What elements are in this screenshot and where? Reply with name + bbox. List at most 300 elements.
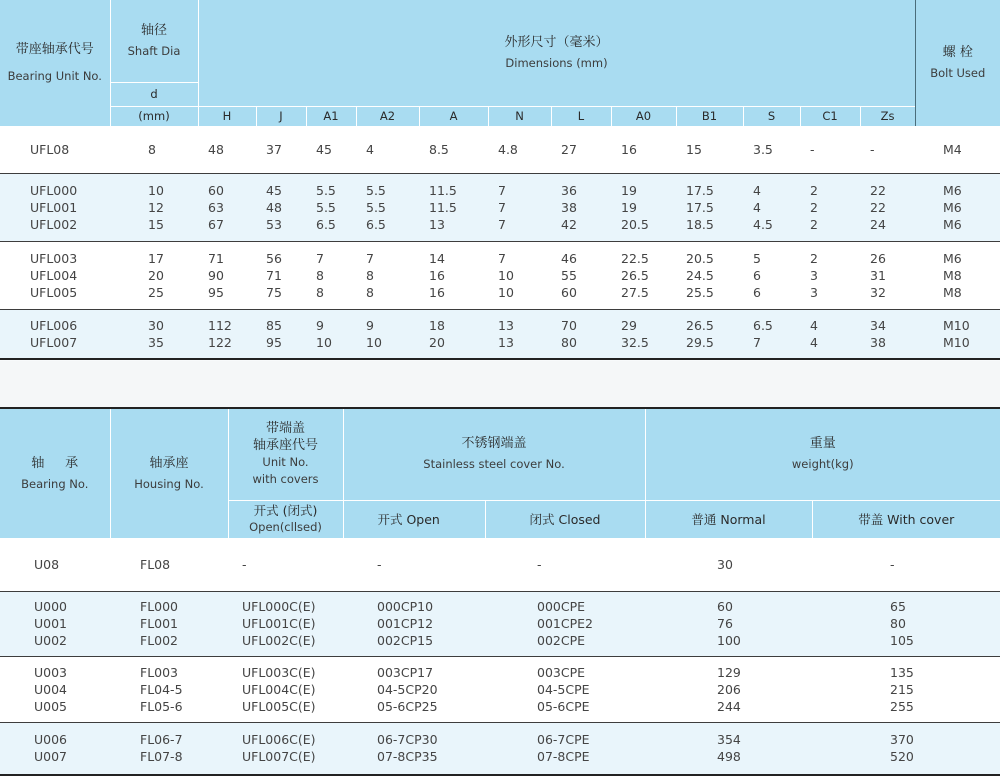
t2-value: UFL007C(E) [242, 749, 316, 765]
t1-value: 19 [621, 182, 637, 198]
t1-value: M10 [943, 334, 970, 350]
t2-value: 003CP17 [377, 664, 434, 680]
t1-cell-bolt [915, 309, 1000, 359]
t1-value: 45 [266, 182, 282, 198]
t1-value: 3 [810, 284, 818, 300]
t1-cell-b1 [676, 241, 743, 309]
weight-header [645, 408, 1000, 500]
t1-cell-bolt [915, 241, 1000, 309]
weight-header-cn: 重量 [809, 436, 836, 452]
open-closed-header-en: Open(cllsed) [249, 520, 322, 535]
t1-value: 8 [148, 141, 156, 157]
t1-value: 5.5 [366, 199, 386, 215]
t1-value: 18 [429, 317, 445, 333]
housing-no-header [110, 408, 228, 538]
t1-value: 18.5 [686, 216, 714, 232]
t2-cell-open [343, 722, 485, 775]
t2-cell-housing [110, 722, 228, 775]
t2-cell-with-cover [812, 656, 1000, 722]
t2-value: FL001 [140, 616, 179, 631]
t2-cell-with-cover [812, 591, 1000, 656]
t1-cell-a2 [356, 241, 419, 309]
t2-value: FL06-7 [140, 732, 183, 748]
t1-cell-a0 [611, 241, 676, 309]
t1-value: 5 [753, 250, 761, 266]
bearing-no-header-cn: 轴 承 [31, 455, 79, 471]
t1-value: 4 [366, 141, 374, 157]
t1-cell-a0 [611, 309, 676, 359]
t1-value: 37 [266, 141, 282, 157]
t1-value: 24 [870, 216, 886, 232]
covers-weight-table [0, 407, 1000, 776]
t1-cell-a [419, 126, 488, 173]
t2-cell-housing [110, 538, 228, 591]
t1-cell-l [551, 241, 611, 309]
with-cover-col-header: 带盖 With cover [812, 500, 1000, 538]
t1-cell-units [0, 241, 110, 309]
t1-value: 11.5 [429, 182, 457, 198]
t1-value: 16 [429, 267, 445, 283]
t1-cell-s [743, 309, 800, 359]
t2-value: 354 [717, 732, 741, 748]
t1-value: 38 [870, 334, 886, 350]
bearing-no-header [0, 408, 110, 538]
t1-value: 9 [316, 317, 324, 333]
stainless-header-en: Stainless steel cover No. [423, 457, 565, 472]
t1-value: M8 [943, 284, 962, 300]
open-closed-header [228, 500, 343, 538]
col-header-a0: A0 [611, 106, 676, 126]
bearing-unit-header-en: Bearing Unit No. [7, 69, 102, 83]
t1-value: 25 [148, 284, 164, 300]
t1-value: 46 [561, 250, 577, 266]
open-closed-header-cn: 开式 (闭式) [253, 503, 318, 519]
stainless-header-cn: 不锈钢端盖 [461, 436, 527, 452]
t1-cell-n [488, 126, 551, 173]
unit-no-header-en1: Unit No. [262, 455, 309, 470]
t1-value: 2 [810, 216, 818, 232]
unit-no-header-en2: with covers [252, 472, 319, 487]
t1-cell-s [743, 126, 800, 173]
t1-value: 20.5 [621, 216, 649, 232]
t1-value: 71 [266, 267, 282, 283]
t1-value: 30 [148, 317, 164, 333]
t2-value: U08 [34, 556, 60, 572]
t1-value: 20 [429, 334, 445, 350]
unit-no-header [228, 408, 343, 500]
t2-cell-with-cover [812, 538, 1000, 591]
t1-value: 3.5 [753, 141, 773, 157]
t1-cell-n [488, 173, 551, 241]
t1-value: 13 [498, 334, 514, 350]
t1-value: 4 [810, 334, 818, 350]
t1-value: 27.5 [621, 284, 649, 300]
weight-header-en: weight(kg) [791, 457, 854, 472]
t2-value: U004 [34, 681, 68, 697]
t1-value: 6.5 [316, 216, 336, 232]
col-header-s: S [743, 106, 800, 126]
t2-value: U003 [34, 664, 68, 680]
housing-no-header-cn: 轴承座 [149, 455, 189, 471]
t1-value: 6 [753, 267, 761, 283]
t1-value: 7 [753, 334, 761, 350]
t1-cell-s [743, 173, 800, 241]
t1-value: 42 [561, 216, 577, 232]
t1-value: 10 [148, 182, 164, 198]
t2-value: UFL006C(E) [242, 732, 316, 748]
t1-cell-l [551, 173, 611, 241]
t1-group [0, 241, 1000, 309]
t1-cell-units [0, 126, 110, 173]
t1-value: 53 [266, 216, 282, 232]
t1-value: 75 [266, 284, 282, 300]
t1-value: 5.5 [316, 199, 336, 215]
t2-cell-unit [228, 538, 343, 591]
t1-cell-a2 [356, 126, 419, 173]
t2-value: 05-6CPE [537, 698, 590, 714]
t2-cell-bearing [0, 656, 110, 722]
t2-group [0, 538, 1000, 591]
t2-cell-open [343, 656, 485, 722]
t1-value: 15 [148, 216, 164, 232]
t1-value: 16 [429, 284, 445, 300]
col-header-b1: B1 [676, 106, 743, 126]
t1-value: 17.5 [686, 182, 714, 198]
t2-value: 105 [890, 633, 914, 648]
t1-value: 56 [266, 250, 282, 266]
col-header-j: J [256, 106, 306, 126]
t1-value: 8 [366, 284, 374, 300]
t1-cell-bolt [915, 126, 1000, 173]
t1-value: 122 [208, 334, 232, 350]
t1-value: 48 [266, 199, 282, 215]
t2-cell-with-cover [812, 722, 1000, 775]
t1-cell-a0 [611, 173, 676, 241]
bearing-unit-header [0, 0, 110, 126]
t2-cell-open [343, 591, 485, 656]
t1-value: 2 [810, 199, 818, 215]
t2-cell-bearing [0, 538, 110, 591]
t1-value: UFL006 [30, 317, 78, 333]
t2-cell-normal [645, 591, 812, 656]
t1-cell-b1 [676, 173, 743, 241]
t1-value: 22 [870, 182, 886, 198]
t2-value: 07-8CP35 [377, 749, 438, 765]
t1-value: 4.5 [753, 216, 773, 232]
t1-value: 10 [498, 267, 514, 283]
t2-value: U001 [34, 616, 68, 631]
t2-value: 244 [717, 698, 741, 714]
t1-value: 5.5 [316, 182, 336, 198]
t2-cell-open [343, 538, 485, 591]
t1-value: 29.5 [686, 334, 714, 350]
t1-value: 48 [208, 141, 224, 157]
t1-value: 2 [810, 182, 818, 198]
t1-cell-h [198, 126, 256, 173]
table-gap [0, 361, 1000, 407]
t1-cell-n [488, 241, 551, 309]
col-header-h: H [198, 106, 256, 126]
t2-value: FL000 [140, 599, 179, 614]
t1-cell-a2 [356, 173, 419, 241]
t1-cell-h [198, 173, 256, 241]
t2-value: FL08 [140, 556, 171, 572]
t1-value: 7 [366, 250, 374, 266]
t1-value: 14 [429, 250, 445, 266]
t2-cell-normal [645, 722, 812, 775]
t1-value: 6.5 [753, 317, 773, 333]
t2-value: 000CP10 [377, 599, 434, 614]
t1-value: 26 [870, 250, 886, 266]
t2-value: U007 [34, 749, 68, 765]
t2-value: UFL000C(E) [242, 599, 316, 614]
t1-value: UFL003 [30, 250, 78, 266]
t1-value: 85 [266, 317, 282, 333]
t2-value: 520 [890, 749, 914, 765]
t1-value: 13 [429, 216, 445, 232]
t2-value: FL002 [140, 633, 179, 648]
t1-value: 55 [561, 267, 577, 283]
t1-cell-a2 [356, 309, 419, 359]
col-header-a: A [419, 106, 488, 126]
dimensions-header [198, 0, 915, 106]
t2-cell-closed [485, 656, 645, 722]
t1-value: 25.5 [686, 284, 714, 300]
t1-cell-zs [860, 241, 915, 309]
t1-cell-units [0, 173, 110, 241]
t1-value: 7 [498, 182, 506, 198]
t2-value: UFL004C(E) [242, 681, 316, 697]
unit-no-header-cn2: 轴承座代号 [252, 438, 318, 454]
t1-value: 70 [561, 317, 577, 333]
t2-cell-closed [485, 538, 645, 591]
t1-value: 4 [753, 182, 761, 198]
t2-value: 255 [890, 698, 914, 714]
t1-cell-a1 [306, 126, 356, 173]
t1-cell-j [256, 126, 306, 173]
t1-value: 27 [561, 141, 577, 157]
t1-value: 4.8 [498, 141, 518, 157]
t1-value: 6 [753, 284, 761, 300]
t2-value: 003CPE [537, 664, 586, 680]
t2-cell-closed [485, 722, 645, 775]
t1-cell-a1 [306, 173, 356, 241]
t1-value: 60 [208, 182, 224, 198]
t1-cell-b1 [676, 126, 743, 173]
t1-value: 8 [316, 267, 324, 283]
t2-value: 135 [890, 664, 914, 680]
t2-value: 129 [717, 664, 741, 680]
t2-value: 206 [717, 681, 741, 697]
t2-cell-bearing [0, 591, 110, 656]
t1-value: - [810, 141, 815, 157]
t1-cell-c1 [800, 173, 860, 241]
t1-group [0, 173, 1000, 241]
t1-value: M4 [943, 141, 962, 157]
t1-value: M6 [943, 216, 962, 232]
t2-value: 002CPE [537, 633, 586, 648]
t1-value: UFL004 [30, 267, 78, 283]
t2-value: U000 [34, 599, 68, 614]
t2-value: 002CP15 [377, 633, 434, 648]
t1-group [0, 309, 1000, 359]
t1-value: 22 [870, 199, 886, 215]
t1-cell-h [198, 309, 256, 359]
t2-cell-housing [110, 656, 228, 722]
t1-value: 63 [208, 199, 224, 215]
t1-value: 95 [266, 334, 282, 350]
t1-value: 112 [208, 317, 232, 333]
t1-value: UFL000 [30, 182, 78, 198]
t2-cell-unit [228, 591, 343, 656]
t2-value: FL07-8 [140, 749, 183, 765]
t1-cell-c1 [800, 241, 860, 309]
col-header-c1: C1 [800, 106, 860, 126]
t1-value: 24.5 [686, 267, 714, 283]
t1-cell-d [110, 173, 198, 241]
t2-value: 000CPE [537, 599, 586, 614]
t1-value: 13 [498, 317, 514, 333]
t1-cell-a1 [306, 309, 356, 359]
normal-col-header: 普通 Normal [645, 500, 812, 538]
t2-value: - [242, 556, 247, 572]
t2-value: - [537, 556, 542, 572]
bearing-unit-header-cn: 带座轴承代号 [15, 42, 94, 57]
t1-cell-zs [860, 309, 915, 359]
t1-value: 90 [208, 267, 224, 283]
t1-cell-n [488, 309, 551, 359]
t1-value: 80 [561, 334, 577, 350]
t2-group [0, 591, 1000, 656]
t2-cell-unit [228, 656, 343, 722]
t2-value: 60 [717, 599, 733, 614]
t2-value: U005 [34, 698, 68, 714]
t1-value: 31 [870, 267, 886, 283]
t2-value: 06-7CP30 [377, 732, 438, 748]
t1-value: 4 [753, 199, 761, 215]
t1-cell-s [743, 241, 800, 309]
t2-value: 06-7CPE [537, 732, 590, 748]
t2-value: 05-6CP25 [377, 698, 438, 714]
t1-value: 7 [316, 250, 324, 266]
t2-value: 76 [717, 616, 733, 631]
t1-cell-a [419, 241, 488, 309]
t2-value: UFL002C(E) [242, 633, 316, 648]
t2-value: 65 [890, 599, 906, 614]
t1-value: 17 [148, 250, 164, 266]
t1-cell-l [551, 309, 611, 359]
t2-value: 04-5CP20 [377, 681, 438, 697]
t1-group [0, 126, 1000, 173]
t2-cell-normal [645, 656, 812, 722]
t1-value: 19 [621, 199, 637, 215]
t2-value: 30 [717, 556, 733, 572]
dimensions-header-en: Dimensions (mm) [505, 55, 608, 70]
t1-value: M6 [943, 250, 962, 266]
t1-value: 95 [208, 284, 224, 300]
t1-cell-d [110, 126, 198, 173]
shaft-dia-header-cn: 轴径 [140, 22, 167, 38]
t1-value: 4 [810, 317, 818, 333]
t2-cell-normal [645, 538, 812, 591]
t1-value: 7 [498, 199, 506, 215]
bearing-no-header-en: Bearing No. [21, 476, 89, 491]
col-header-n: N [488, 106, 551, 126]
t2-value: UFL003C(E) [242, 664, 316, 680]
t2-value: U002 [34, 633, 68, 648]
t2-value: 370 [890, 732, 914, 748]
t1-value: 20.5 [686, 250, 714, 266]
t2-value: FL003 [140, 664, 179, 680]
t1-value: 38 [561, 199, 577, 215]
bolt-header-cn: 螺 栓 [942, 45, 973, 60]
t1-value: 35 [148, 334, 164, 350]
t2-value: - [890, 556, 895, 572]
t2-value: 04-5CPE [537, 681, 590, 697]
t1-cell-d [110, 309, 198, 359]
unit-no-header-cn1: 带端盖 [265, 421, 305, 437]
t1-value: 7 [498, 216, 506, 232]
t2-value: 07-8CPE [537, 749, 590, 765]
t2-value: 498 [717, 749, 741, 765]
t1-value: 67 [208, 216, 224, 232]
t1-value: 29 [621, 317, 637, 333]
t1-value: 60 [561, 284, 577, 300]
t1-cell-a1 [306, 241, 356, 309]
open-col-header: 开式 Open [343, 500, 485, 538]
t1-value: 32.5 [621, 334, 649, 350]
t1-value: 11.5 [429, 199, 457, 215]
t1-cell-j [256, 173, 306, 241]
housing-no-header-en: Housing No. [134, 476, 204, 491]
t1-cell-d [110, 241, 198, 309]
t1-value: UFL08 [30, 141, 70, 157]
t2-value: U006 [34, 732, 68, 748]
bolt-header [915, 0, 1000, 126]
t1-value: M6 [943, 182, 962, 198]
t1-value: UFL007 [30, 334, 78, 350]
bolt-header-en: Bolt Used [930, 66, 986, 80]
col-header-a1: A1 [306, 106, 356, 126]
t1-value: 26.5 [621, 267, 649, 283]
t1-cell-units [0, 309, 110, 359]
t1-cell-a [419, 173, 488, 241]
t1-value: 10 [498, 284, 514, 300]
t1-cell-zs [860, 126, 915, 173]
t2-value: 80 [890, 616, 906, 631]
t2-value: FL05-6 [140, 698, 183, 714]
d-header: d [110, 82, 198, 106]
t2-value: 215 [890, 681, 914, 697]
t1-value: 17.5 [686, 199, 714, 215]
stainless-header [343, 408, 645, 500]
t1-cell-c1 [800, 309, 860, 359]
t1-cell-h [198, 241, 256, 309]
t1-cell-zs [860, 173, 915, 241]
t1-value: 12 [148, 199, 164, 215]
t1-value: 8 [316, 284, 324, 300]
dimensions-header-cn: 外形尺寸（毫米） [504, 34, 609, 50]
t1-cell-j [256, 309, 306, 359]
t2-group [0, 722, 1000, 775]
col-header-zs: Zs [860, 106, 915, 126]
t1-value: 10 [316, 334, 332, 350]
t1-value: UFL001 [30, 199, 78, 215]
t1-value: UFL005 [30, 284, 78, 300]
t2-value: 001CP12 [377, 616, 434, 631]
t1-value: 34 [870, 317, 886, 333]
t1-value: 10 [366, 334, 382, 350]
